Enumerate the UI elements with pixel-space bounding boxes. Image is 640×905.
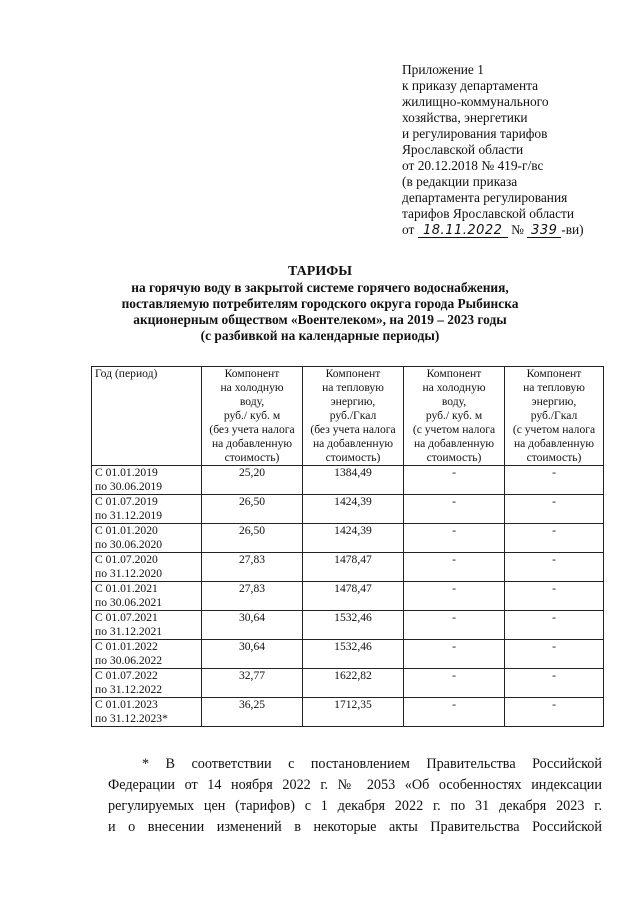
- handwritten-number: 339: [527, 224, 561, 238]
- cell-heat-vat: -: [505, 582, 604, 611]
- period-to: по 30.06.2020: [95, 538, 163, 551]
- cell-heat: 1384,49: [303, 466, 404, 495]
- period-to: по 31.12.2019: [95, 509, 163, 522]
- cell-cold: 26,50: [202, 495, 303, 524]
- appendix-line: хозяйства, энергетики: [402, 110, 528, 125]
- table-row: [92, 669, 604, 698]
- header-line: руб./ куб. м: [425, 409, 483, 422]
- appendix-header: [402, 62, 634, 238]
- header-line: стоимость): [426, 451, 482, 464]
- table-row: [92, 553, 604, 582]
- header-line: (без учета налога: [310, 423, 396, 436]
- title-line: поставляемую потребителям городского округа города Рыбинска: [121, 296, 519, 311]
- cell-heat-vat: -: [505, 524, 604, 553]
- appendix-line: к приказу департамента: [402, 78, 539, 93]
- header-line: (без учета налога: [209, 423, 295, 436]
- header-line: воду,: [441, 395, 467, 408]
- header-line: Компонент: [224, 367, 280, 380]
- period-to: по 31.12.2022: [95, 683, 163, 696]
- appendix-line: (в редакции приказа: [402, 174, 518, 189]
- cell-period: [92, 495, 202, 524]
- header-line: на добавленную: [211, 437, 293, 450]
- cell-heat-vat: -: [505, 495, 604, 524]
- title-heading: ТАРИФЫ: [288, 264, 352, 279]
- header-line: воду,: [239, 395, 265, 408]
- period-to: по 31.12.2023*: [95, 712, 168, 725]
- footnote: [108, 754, 602, 838]
- cell-period: [92, 611, 202, 640]
- cell-cold: 27,83: [202, 582, 303, 611]
- header-line: на холодную: [220, 381, 284, 394]
- cell-heat: 1622,82: [303, 669, 404, 698]
- footnote-line: и о внесении изменений в некоторые акты Правительства Российской: [108, 819, 602, 835]
- table-row: [92, 640, 604, 669]
- header-line: руб./Гкал: [329, 409, 377, 422]
- header-heat-energy: [303, 367, 404, 466]
- table-row: [92, 524, 604, 553]
- period-from: С 01.01.2020: [95, 524, 158, 537]
- period-from: С 01.01.2023: [95, 698, 158, 711]
- header-line: на тепловую: [523, 381, 585, 394]
- table-row: [92, 611, 604, 640]
- cell-period: [92, 669, 202, 698]
- appendix-number-suffix: -ви): [561, 222, 584, 237]
- appendix-line: от 20.12.2018 № 419-г/вс: [402, 158, 544, 173]
- header-line: стоимость): [224, 451, 280, 464]
- header-line: руб./ куб. м: [223, 409, 281, 422]
- cell-heat: 1478,47: [303, 553, 404, 582]
- table-header-row: [92, 367, 604, 466]
- appendix-line: Ярославской области: [402, 142, 524, 157]
- header-line: на холодную: [422, 381, 486, 394]
- header-period: [92, 367, 202, 466]
- table-row: [92, 582, 604, 611]
- cell-cold: 32,77: [202, 669, 303, 698]
- cell-heat: 1424,39: [303, 524, 404, 553]
- period-to: по 31.12.2020: [95, 567, 163, 580]
- cell-period: [92, 466, 202, 495]
- header-line: на тепловую: [322, 381, 384, 394]
- header-line: Компонент: [526, 367, 582, 380]
- appendix-last-line: [402, 222, 634, 238]
- header-line: руб./Гкал: [530, 409, 578, 422]
- footnote-line: * В соответствии с постановлением Правительства Российской: [142, 756, 602, 772]
- period-from: С 01.01.2019: [95, 466, 158, 479]
- cell-heat-vat: -: [505, 553, 604, 582]
- cell-heat-vat: -: [505, 698, 604, 727]
- title-line: акционерным обществом «Воентелеком», на 2019 – 2023 годы: [133, 312, 507, 327]
- header-line: Компонент: [426, 367, 482, 380]
- appendix-line: департамента регулирования: [402, 190, 568, 205]
- header-line: на добавленную: [312, 437, 394, 450]
- cell-heat-vat: -: [505, 466, 604, 495]
- appendix-line: Приложение 1: [402, 62, 484, 77]
- cell-heat: 1532,46: [303, 611, 404, 640]
- cell-cold-vat: -: [404, 669, 505, 698]
- cell-heat: 1532,46: [303, 640, 404, 669]
- header-line: (с учетом налога: [512, 423, 596, 436]
- period-from: С 01.01.2021: [95, 582, 158, 595]
- header-line: (с учетом налога: [412, 423, 496, 436]
- cell-heat: 1424,39: [303, 495, 404, 524]
- title-line: (с разбивкой на календарные периоды): [200, 328, 440, 343]
- cell-cold: 36,25: [202, 698, 303, 727]
- period-from: С 01.07.2019: [95, 495, 158, 508]
- footnote-line: регулируемых цен (тарифов) с 1 декабря 2022 г. по 31 декабря 2023 г.: [108, 798, 602, 814]
- appendix-from-prefix: от: [402, 222, 415, 237]
- header-cold-water-vat: [404, 367, 505, 466]
- cell-heat-vat: -: [505, 611, 604, 640]
- period-to: по 30.06.2022: [95, 654, 163, 667]
- header-line: стоимость): [325, 451, 381, 464]
- cell-period: [92, 582, 202, 611]
- cell-heat-vat: -: [505, 669, 604, 698]
- document-title: [88, 264, 552, 344]
- table-row: [92, 466, 604, 495]
- title-line: на горячую воду в закрытой системе горячего водоснабжения,: [131, 280, 509, 295]
- appendix-line: жилищно-коммунального: [402, 94, 549, 109]
- cell-cold-vat: -: [404, 495, 505, 524]
- period-from: С 01.01.2022: [95, 640, 158, 653]
- table-row: [92, 495, 604, 524]
- period-to: по 30.06.2019: [95, 480, 163, 493]
- appendix-line: и регулирования тарифов: [402, 126, 548, 141]
- cell-cold: 30,64: [202, 611, 303, 640]
- handwritten-date: 18.11.2022: [418, 224, 508, 238]
- cell-cold: 27,83: [202, 553, 303, 582]
- cell-period: [92, 553, 202, 582]
- table-body: [92, 466, 604, 727]
- cell-cold: 25,20: [202, 466, 303, 495]
- header-line: Год (период): [95, 367, 158, 380]
- header-heat-energy-vat: [505, 367, 604, 466]
- tariffs-table: [91, 366, 604, 727]
- period-from: С 01.07.2020: [95, 553, 158, 566]
- cell-period: [92, 698, 202, 727]
- cell-cold-vat: -: [404, 553, 505, 582]
- header-cold-water: [202, 367, 303, 466]
- cell-cold-vat: -: [404, 640, 505, 669]
- period-from: С 01.07.2022: [95, 669, 158, 682]
- cell-cold: 26,50: [202, 524, 303, 553]
- table-row: [92, 698, 604, 727]
- cell-cold-vat: -: [404, 611, 505, 640]
- cell-heat-vat: -: [505, 640, 604, 669]
- footnote-line: Федерации от 14 ноября 2022 г. № 2053 «Об особенностях индексации: [108, 777, 602, 793]
- appendix-number-prefix: №: [511, 222, 524, 237]
- header-line: на добавленную: [413, 437, 495, 450]
- cell-heat: 1712,35: [303, 698, 404, 727]
- header-line: энергию,: [330, 395, 376, 408]
- cell-cold-vat: -: [404, 582, 505, 611]
- cell-cold-vat: -: [404, 698, 505, 727]
- period-to: по 31.12.2021: [95, 625, 163, 638]
- cell-cold-vat: -: [404, 466, 505, 495]
- cell-cold: 30,64: [202, 640, 303, 669]
- cell-period: [92, 524, 202, 553]
- cell-cold-vat: -: [404, 524, 505, 553]
- cell-heat: 1478,47: [303, 582, 404, 611]
- period-from: С 01.07.2021: [95, 611, 158, 624]
- header-line: стоимость): [526, 451, 582, 464]
- header-line: на добавленную: [513, 437, 595, 450]
- header-line: Компонент: [325, 367, 381, 380]
- period-to: по 30.06.2021: [95, 596, 163, 609]
- appendix-line: тарифов Ярославской области: [402, 206, 575, 221]
- header-line: энергию,: [531, 395, 577, 408]
- cell-period: [92, 640, 202, 669]
